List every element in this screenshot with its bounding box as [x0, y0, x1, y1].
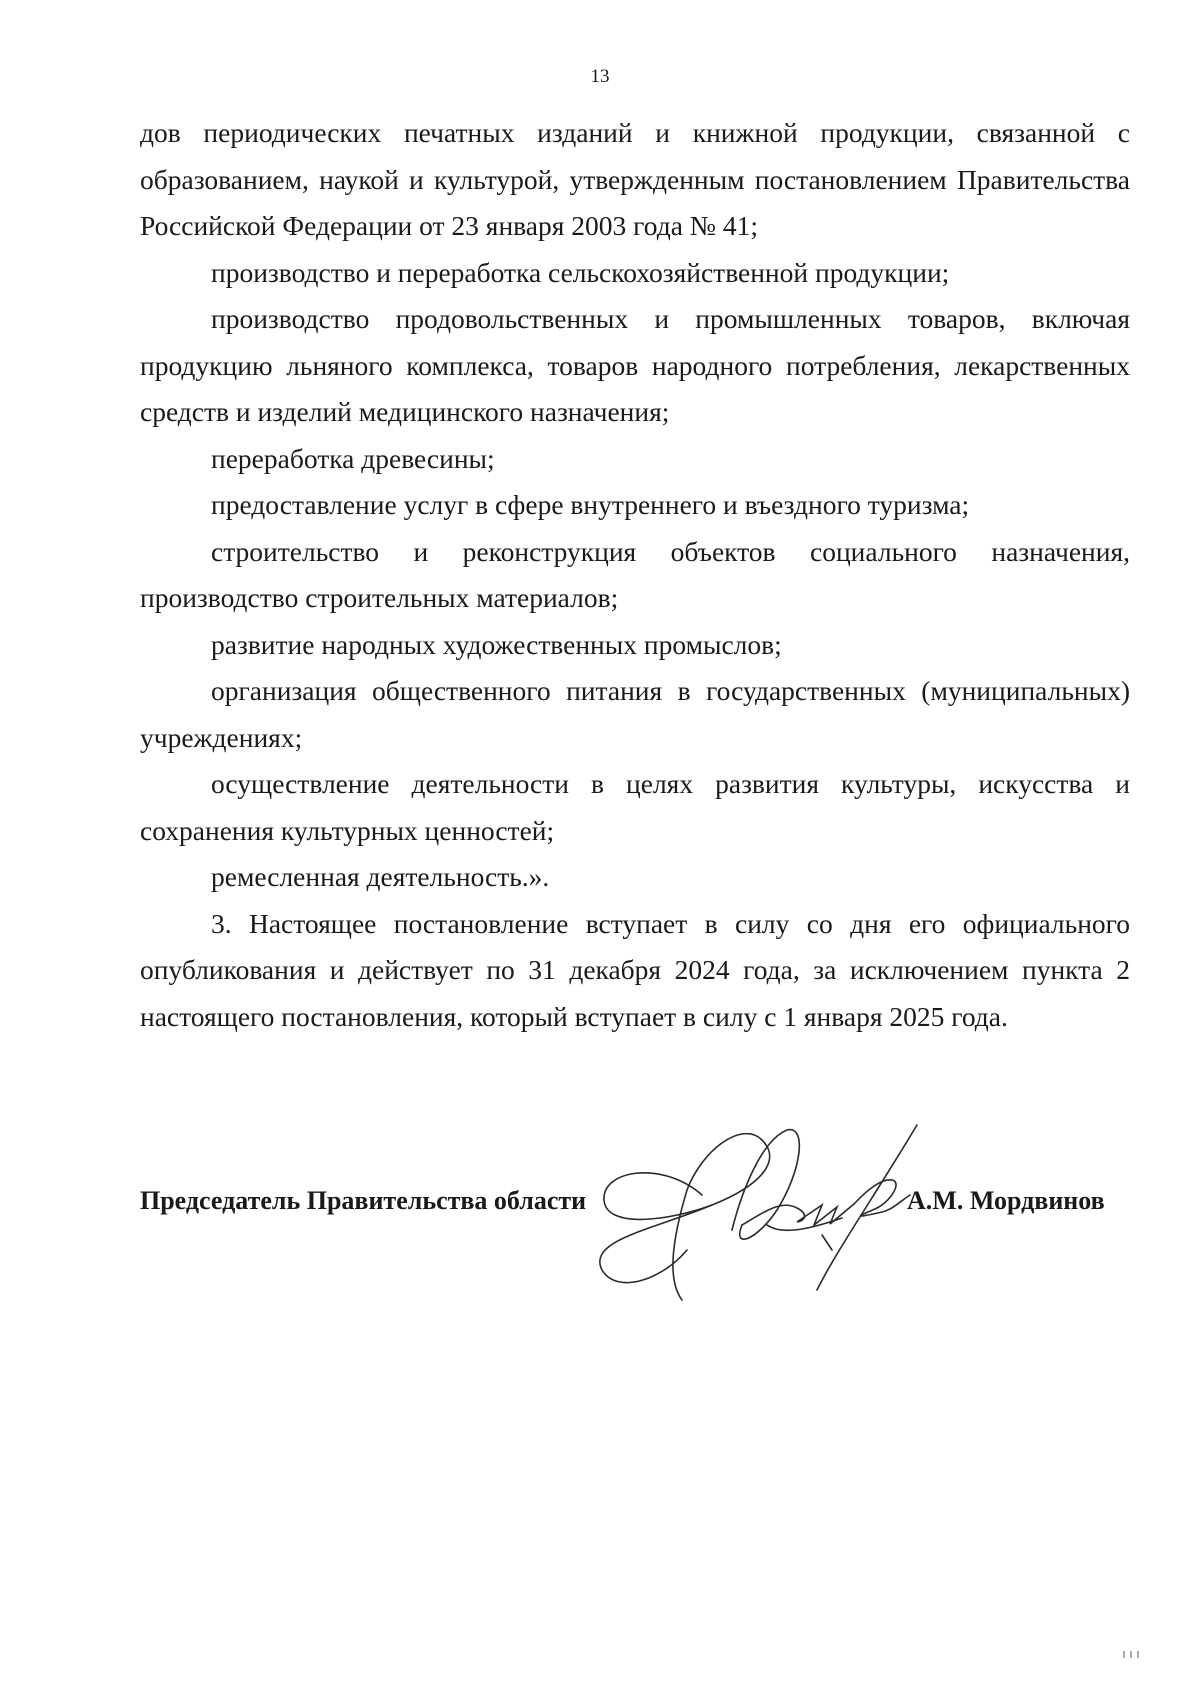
list-item: производство продовольственных и промышленных товаров, включая продукцию льняного комплекса, товаров народного потребления, лекарственных средств и изделий медицинского назначения; — [140, 303, 1130, 427]
clause-3-paragraph: 3. Настоящее постановление вступает в силу со дня его официального опубликования и действует по 31 декабря 2024 года, за исключением пункта 2 настоящего постановления, который вступает в силу с 1 января 2025 года. — [140, 907, 1130, 1032]
list-item: производство и переработка сельскохозяйственной продукции; — [211, 256, 950, 288]
signatory-title: Председатель Правительства области — [140, 1186, 587, 1215]
signatory-name: А.М. Мордвинов — [907, 1186, 1105, 1215]
paragraph: дов периодических печатных изданий и книжной продукции, связанной с образованием, наукой и культурой, утвержденным постановлением Правительства Российской Федерации от 23 января 2003 года № 41; — [140, 117, 1130, 241]
list-item: организация общественного питания в государственных (муниципальных) учреждениях; — [140, 675, 1130, 753]
handwritten-signature — [592, 1100, 932, 1320]
document-body — [140, 110, 1130, 1040]
list-item: ремесленная деятельность.». — [211, 861, 550, 892]
list-item: переработка древесины; — [211, 442, 495, 474]
list-item: предоставление услуг в сфере внутреннего и въездного туризма; — [211, 489, 970, 520]
list-item: осуществление деятельности в целях развития культуры, искусства и сохранения культурных ценностей; — [140, 768, 1130, 846]
list-item: развитие народных художественных промыслов; — [211, 628, 782, 660]
margin-mark — [1122, 1649, 1140, 1659]
page-number: 13 — [590, 66, 610, 87]
list-item: строительство и реконструкция объектов социального назначения, производство строительных материалов; — [140, 535, 1130, 613]
